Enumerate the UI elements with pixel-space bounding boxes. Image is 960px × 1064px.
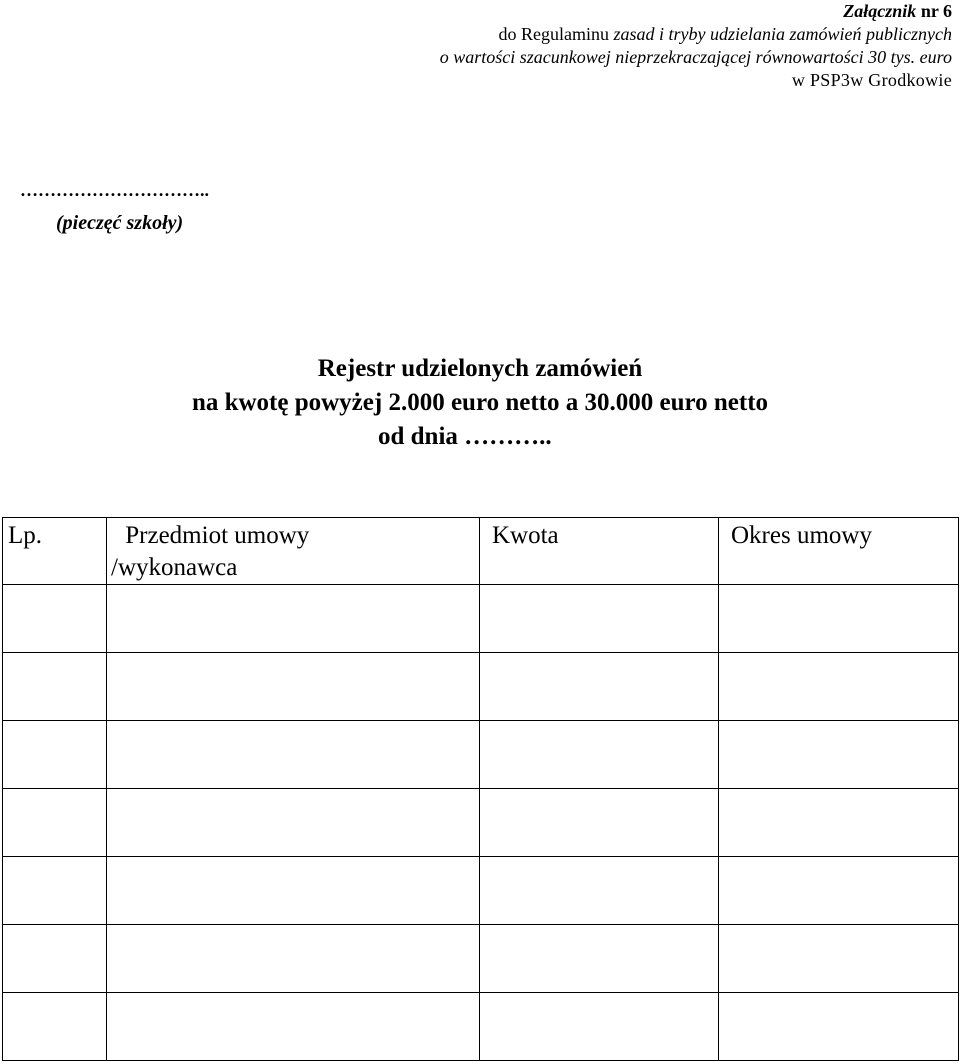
cell-subject (107, 925, 480, 993)
cell-period (719, 925, 959, 993)
table-header-row (3, 518, 959, 585)
cell-lp (3, 653, 107, 721)
cell-subject (107, 721, 480, 789)
cell-amount (480, 925, 719, 993)
cell-period (719, 585, 959, 653)
attachment-line-2-italic: zasad i tryby udzielania zamówień publicznych (613, 24, 952, 44)
register-title-line-3 (0, 420, 960, 454)
attachment-number: nr 6 (920, 1, 952, 21)
attachment-line-4: w PSP3w Grodkowie (791, 70, 952, 90)
stamp-label: (pieczęć szkoły) (56, 212, 184, 234)
cell-amount (480, 789, 719, 857)
cell-subject (107, 789, 480, 857)
stamp-dotted-line: ………………………….. (20, 180, 209, 200)
table-row (3, 653, 959, 721)
attachment-header (52, 0, 952, 92)
cell-period (719, 857, 959, 925)
table-row (3, 585, 959, 653)
column-header-subject-line-2: /wykonawca (111, 554, 238, 581)
cell-lp (3, 993, 107, 1061)
cell-amount (480, 857, 719, 925)
attachment-line-2-plain: do Regulaminu (498, 24, 610, 44)
cell-period (719, 653, 959, 721)
cell-lp (3, 857, 107, 925)
table-row (3, 789, 959, 857)
cell-subject (107, 653, 480, 721)
attachment-label (52, 0, 952, 23)
attachment-line-2 (52, 23, 952, 46)
cell-amount (480, 721, 719, 789)
cell-subject (107, 993, 480, 1061)
register-date-dots: ……….. (464, 423, 552, 450)
column-header-period: Okres umowy (719, 518, 959, 585)
register-table (2, 517, 959, 1061)
register-title-line-1: Rejestr udzielonych zamówień (317, 355, 643, 382)
column-header-amount: Kwota (480, 518, 719, 585)
cell-period (719, 993, 959, 1061)
cell-amount (480, 993, 719, 1061)
cell-lp (3, 925, 107, 993)
column-header-lp: Lp. (3, 518, 107, 585)
table-row (3, 857, 959, 925)
table-row (3, 993, 959, 1061)
register-title-line-2: na kwotę powyżej 2.000 euro netto a 30.000 euro netto (191, 389, 769, 416)
register-title-line-3-prefix: od dnia (378, 423, 458, 450)
attachment-label-word: Załącznik (843, 1, 917, 21)
cell-amount (480, 653, 719, 721)
column-header-subject (107, 518, 480, 585)
cell-lp (3, 789, 107, 857)
cell-lp (3, 721, 107, 789)
cell-subject (107, 857, 480, 925)
column-header-subject-line-1: Przedmiot umowy (119, 522, 310, 549)
cell-amount (480, 585, 719, 653)
table-row (3, 721, 959, 789)
cell-subject (107, 585, 480, 653)
table-row (3, 925, 959, 993)
cell-period (719, 721, 959, 789)
cell-lp (3, 585, 107, 653)
register-title (0, 352, 960, 454)
attachment-line-3: o wartości szacunkowej nieprzekraczającej równowartości 30 tys. euro (439, 47, 952, 67)
cell-period (719, 789, 959, 857)
